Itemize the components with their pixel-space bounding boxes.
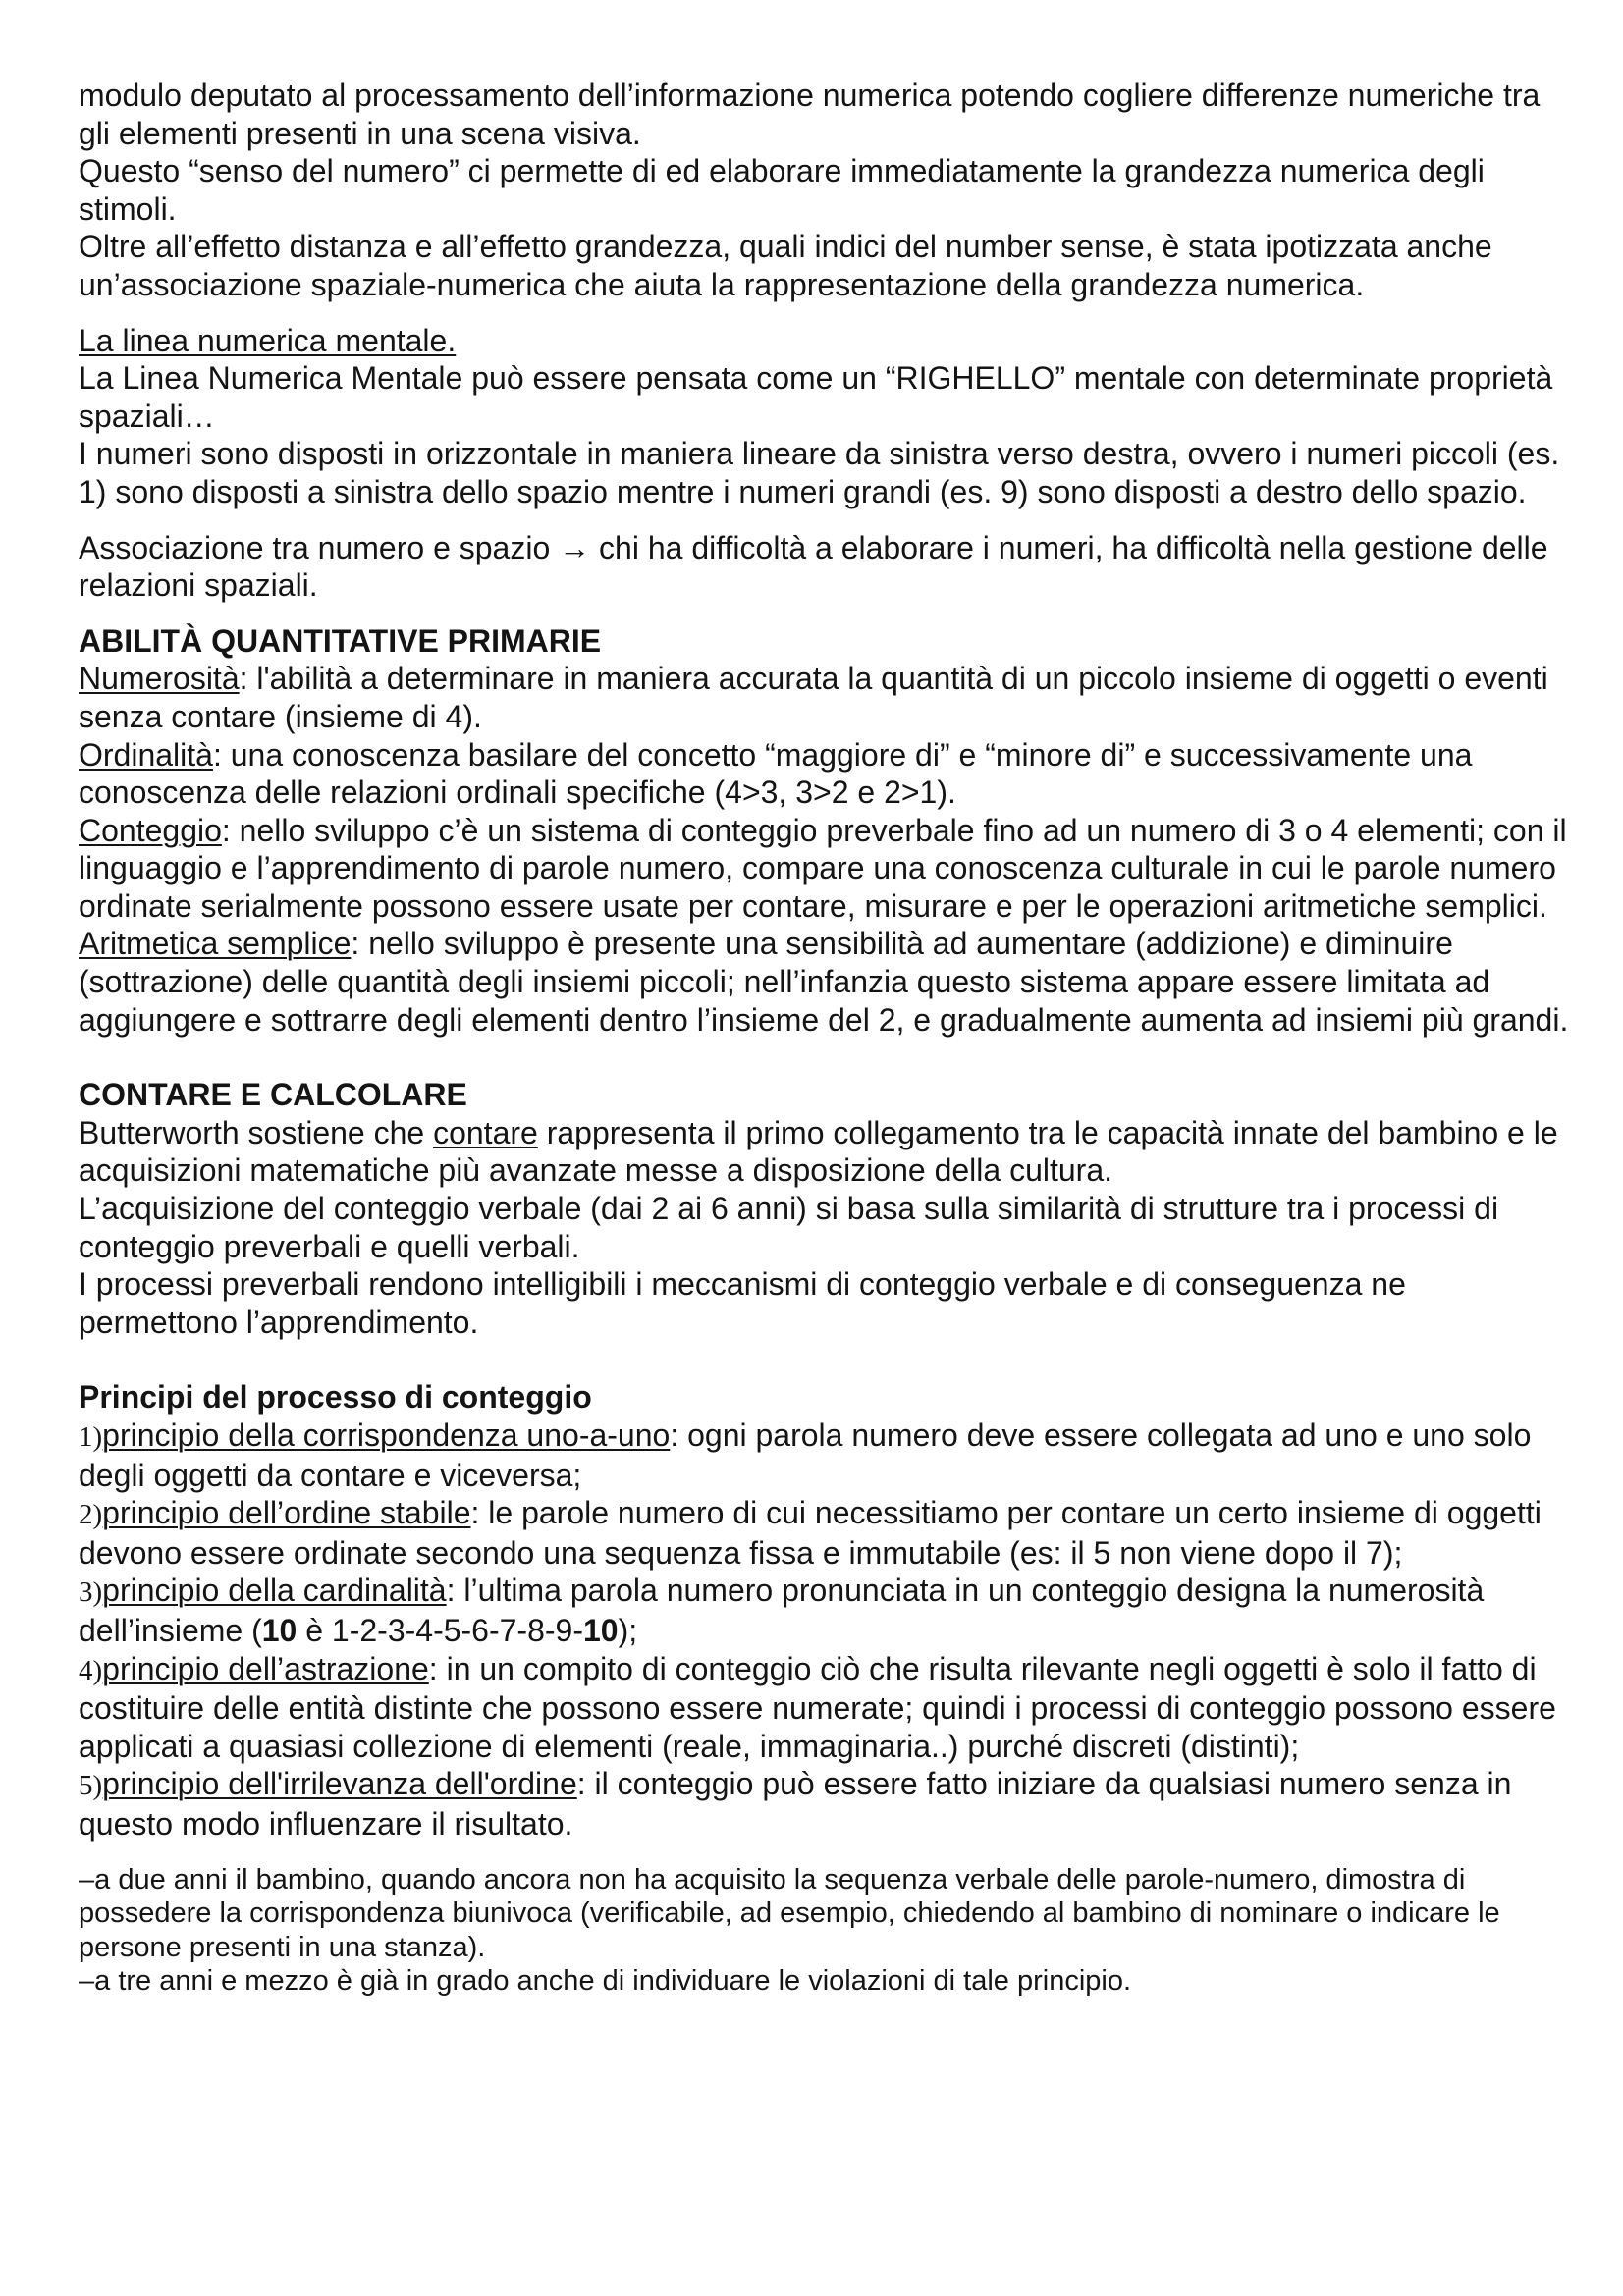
principio-number: 1): [79, 1421, 103, 1453]
contare-term: contare: [433, 1114, 538, 1150]
principio-number: 4): [79, 1654, 103, 1686]
principio-text: : in un compito di conteggio ciò che risulta rilevante negli oggetti è solo il fatto di costituire delle entità distinte che possono essere numerate; quindi i processi di conteggio possono essere applicati a quasiasi collezione di elementi (reale, immaginaria..) purché discreti (distinti);: [79, 1650, 1556, 1764]
principio-text: : il conteggio può essere fatto iniziare da qualsiasi numero senza in questo modo influenzare il risultato.: [79, 1766, 1512, 1842]
abilita-item: [79, 736, 1571, 812]
contare-paragraph-1: [79, 1114, 1571, 1190]
principio-item: [79, 1494, 1571, 1572]
principio-bold: 10: [261, 1612, 298, 1648]
intro-paragraph-2: Questo “senso del numero” ci permette di ed elaborare immediatamente la grandezza numerica degli stimoli.: [79, 153, 1485, 227]
principio-bold: 10: [582, 1612, 619, 1648]
principio-number: 5): [79, 1770, 103, 1802]
abilita-term: Aritmetica semplice: [79, 926, 352, 962]
principio-text: : ogni parola numero deve essere collegata ad uno e uno solo degli oggetti da contare e viceversa;: [79, 1417, 1532, 1493]
principio-term: principio dell'irrilevanza dell'ordine: [102, 1766, 577, 1802]
principio-item: [79, 1416, 1571, 1494]
principio-text: è 1-2-3-4-5-6-7-8-9-: [297, 1612, 583, 1648]
abilita-term: Ordinalità: [79, 736, 213, 773]
principio-term: principio della cardinalità: [102, 1573, 447, 1609]
section-heading-principi: Principi del processo di conteggio: [79, 1379, 592, 1415]
abilita-text: : nello sviluppo è presente una sensibilità ad aumentare (addizione) e diminuire (sottrazione) delle quantità degli insiemi piccoli; nell’infanzia questo sistema appare essere limitata ad aggiungere e sottrarre degli elementi dentro l’insieme del 2, e gradualmente aumenta ad insiemi più grandi.: [79, 926, 1569, 1038]
linea-paragraph-1: La Linea Numerica Mentale può essere pensata come un “RIGHELLO” mentale con determinate proprietà spaziali…: [79, 360, 1553, 434]
linea-paragraph-3: Associazione tra numero e spazio → chi ha difficoltà a elaborare i numeri, ha difficoltà nella gestione delle relazioni spaziali.: [79, 529, 1548, 604]
principio-term: principio dell’astrazione: [102, 1650, 429, 1686]
document-page: [79, 77, 1571, 1999]
principio-number: 3): [79, 1576, 103, 1609]
principio-text: );: [618, 1612, 638, 1648]
note-paragraph: –a tre anni e mezzo è già in grado anche di individuare le violazioni di tale principio.: [79, 1965, 1132, 1998]
section-heading-abilita: ABILITÀ QUANTITATIVE PRIMARIE: [79, 622, 602, 659]
principio-term: principio della corrispondenza uno-a-uno: [102, 1417, 671, 1453]
principio-item: [79, 1650, 1571, 1766]
abilita-text: : nello sviluppo c’è un sistema di conteggio preverbale fino ad un numero di 3 o 4 elementi; con il linguaggio e l’apprendimento di parole numero, compare una conoscenza culturale in cui le parole numero ordinate serialmente possono essere usate per contare, misurare e per le operazioni aritmetiche semplici.: [79, 812, 1567, 924]
principio-term: principio dell’ordine stabile: [102, 1495, 471, 1531]
abilita-text: : una conoscenza basilare del concetto “maggiore di” e “minore di” e successivamente una conoscenza delle relazioni ordinali specifiche (4>3, 3>2 e 2>1).: [79, 736, 1473, 811]
principio-number: 2): [79, 1499, 103, 1531]
abilita-text: : l'abilità a determinare in maniera accurata la quantità di un piccolo insieme di oggetti o eventi senza contare (insieme di 4).: [79, 661, 1548, 734]
section-heading-linea: La linea numerica mentale.: [79, 322, 457, 358]
principio-text: : l’ultima parola numero pronunciata in un conteggio designa la numerosità dell’insieme (: [79, 1573, 1485, 1648]
principio-item: [79, 1572, 1571, 1649]
contare-paragraph-3: I processi preverbali rendono intelligibili i meccanismi di conteggio verbale e di conseguenza ne permettono l’apprendimento.: [79, 1266, 1406, 1340]
principio-item: [79, 1765, 1571, 1842]
principio-text: : le parole numero di cui necessitiamo per contare un certo insieme di oggetti devono essere ordinate secondo una sequenza fissa e immutabile (es: il 5 non viene dopo il 7);: [79, 1495, 1542, 1571]
linea-paragraph-2: I numeri sono disposti in orizzontale in maniera lineare da sinistra verso destra, ovvero i numeri piccoli (es. 1) sono disposti a sinistra dello spazio mentre i numeri grandi (es. 9) sono disposti a destro dello spazio.: [79, 436, 1560, 509]
contare-paragraph-2: L’acquisizione del conteggio verbale (dai 2 ai 6 anni) si basa sulla similarità di strutture tra i processi di conteggio preverbali e quelli verbali.: [79, 1191, 1499, 1264]
abilita-term: Numerosità: [79, 661, 240, 697]
section-heading-contare: CONTARE E CALCOLARE: [79, 1077, 467, 1113]
abilita-item: [79, 812, 1571, 926]
note-paragraph: –a due anni il bambino, quando ancora non ha acquisito la sequenza verbale delle parole-numero, dimostra di possedere la corrispondenza biunivoca (verificabile, ad esempio, chiedendo al bambino di nominare o indicare le persone presenti in una stanza).: [79, 1863, 1500, 1963]
abilita-item: [79, 660, 1571, 735]
intro-paragraph-1: modulo deputato al processamento dell’informazione numerica potendo cogliere differenze numeriche tra gli elementi presenti in una scena visiva.: [79, 78, 1541, 151]
contare-text: Butterworth sostiene che: [79, 1114, 434, 1150]
abilita-item: [79, 925, 1571, 1039]
abilita-term: Conteggio: [79, 812, 222, 848]
contare-text: rappresenta il primo collegamento tra le capacità innate del bambino e le acquisizioni matematiche più avanzate messe a disposizione della cultura.: [79, 1114, 1558, 1189]
intro-paragraph-3: Oltre all’effetto distanza e all’effetto grandezza, quali indici del number sense, è stata ipotizzata anche un’associazione spaziale-numerica che aiuta la rappresentazione della grandezza numerica.: [79, 229, 1492, 302]
